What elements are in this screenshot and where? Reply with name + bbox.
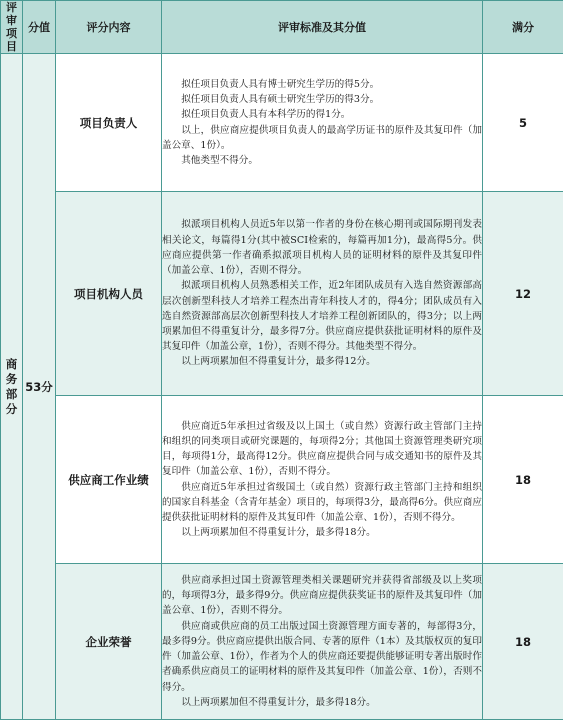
content-cell: 项目负责人 (56, 54, 162, 192)
criteria-paragraph: 拟任项目负责人具有本科学历的得1分。 (162, 107, 482, 122)
criteria-paragraph: 以上两项累加但不得重复计分，最多得18分。 (162, 695, 482, 710)
header-score: 分值 (23, 1, 56, 54)
table-row (1, 564, 563, 720)
max-score-cell: 5 (483, 54, 563, 192)
criteria-paragraph: 拟派项目机构人员熟悉相关工作，近2年团队成员有入选自然资源部高层次创新型科技人才培养工程杰出青年科技人才的，得4分；团队成员有入选自然资源部高层次创新型科技人才培养工程创新团队的，得3分；以上两项累加但不得重复计分，最多得7分。供应商应提供获批证明材料的原件及其复印件（加盖公章，1份），否则不得分。其他类型不得分。 (162, 278, 482, 354)
header-content: 评分内容 (56, 1, 162, 54)
table-row (1, 396, 563, 564)
criteria-paragraph: 其他类型不得分。 (162, 153, 482, 168)
criteria-cell (162, 54, 483, 192)
table-row (1, 54, 563, 192)
max-score-cell: 12 (483, 192, 563, 396)
criteria-paragraph: 供应商承担过国土资源管理类相关课题研究并获得省部级及以上奖项的，每项得3分，最多得9分。供应商应提供获奖证书的原件及其复印件（加盖公章、1份），否则不得分。 (162, 573, 482, 619)
header-project: 评审项目 (1, 1, 23, 54)
header-max: 满分 (483, 1, 563, 54)
criteria-paragraph: 拟派项目机构人员近5年以第一作者的身份在核心期刊或国际期刊发表相关论文，每篇得1分(其中被SCI检索的，每篇再加1分)，最高得5分。供应商应提供第一作者确系拟派项目机构人员的证明材料的原件及其复印件（加盖公章、1份），否则不得分。 (162, 217, 482, 278)
content-cell: 项目机构人员 (56, 192, 162, 396)
criteria-paragraph: 拟任项目负责人具有博士研究生学历的得5分。 (162, 77, 482, 92)
header-row (1, 1, 563, 54)
criteria-paragraph: 供应商或供应商的员工出版过国土资源管理方面专著的，每部得3分，最多得9分。供应商应提供出版合同、专著的原件（1本）及其版权页的复印件（加盖公章、1份），作者为个人的供应商还要提供能够证明专著出版时作者确系供应商员工的证明材料的原件及其复印件（加盖公章、1份），否则不得分。 (162, 619, 482, 695)
max-score-cell: 18 (483, 564, 563, 720)
criteria-paragraph: 供应商近5年承担过省级国土（或自然）资源行政主管部门主持和组织的国家自科基金（含青年基金）项目的，每项得3分，最高得6分。供应商应提供获批证明材料的原件及其复印件（加盖公章、1份），否则不得分。 (162, 480, 482, 526)
criteria-paragraph: 以上两项累加但不得重复计分，最多得12分。 (162, 354, 482, 369)
category-score: 53分 (23, 54, 56, 720)
content-cell: 企业荣誉 (56, 564, 162, 720)
criteria-cell (162, 396, 483, 564)
max-score-cell: 18 (483, 396, 563, 564)
header-criteria: 评审标准及其分值 (162, 1, 483, 54)
criteria-paragraph: 供应商近5年承担过省级及以上国土（或自然）资源行政主管部门主持和组织的同类项目或研究课题的，每项得2分；其他国土资源管理类研究项目，每项得1分，最高得12分。供应商应提供合同与成交通知书的原件及其复印件（加盖公章、1份），否则不得分。 (162, 419, 482, 480)
table-row (1, 192, 563, 396)
criteria-cell (162, 192, 483, 396)
category-cell: 商务部分 (1, 54, 23, 720)
criteria-paragraph: 以上两项累加但不得重复计分，最多得18分。 (162, 525, 482, 540)
criteria-paragraph: 拟任项目负责人具有硕士研究生学历的得3分。 (162, 92, 482, 107)
criteria-paragraph: 以上，供应商应提供项目负责人的最高学历证书的原件及其复印件（加盖公章、1份）。 (162, 123, 482, 153)
content-cell: 供应商工作业绩 (56, 396, 162, 564)
criteria-cell (162, 564, 483, 720)
